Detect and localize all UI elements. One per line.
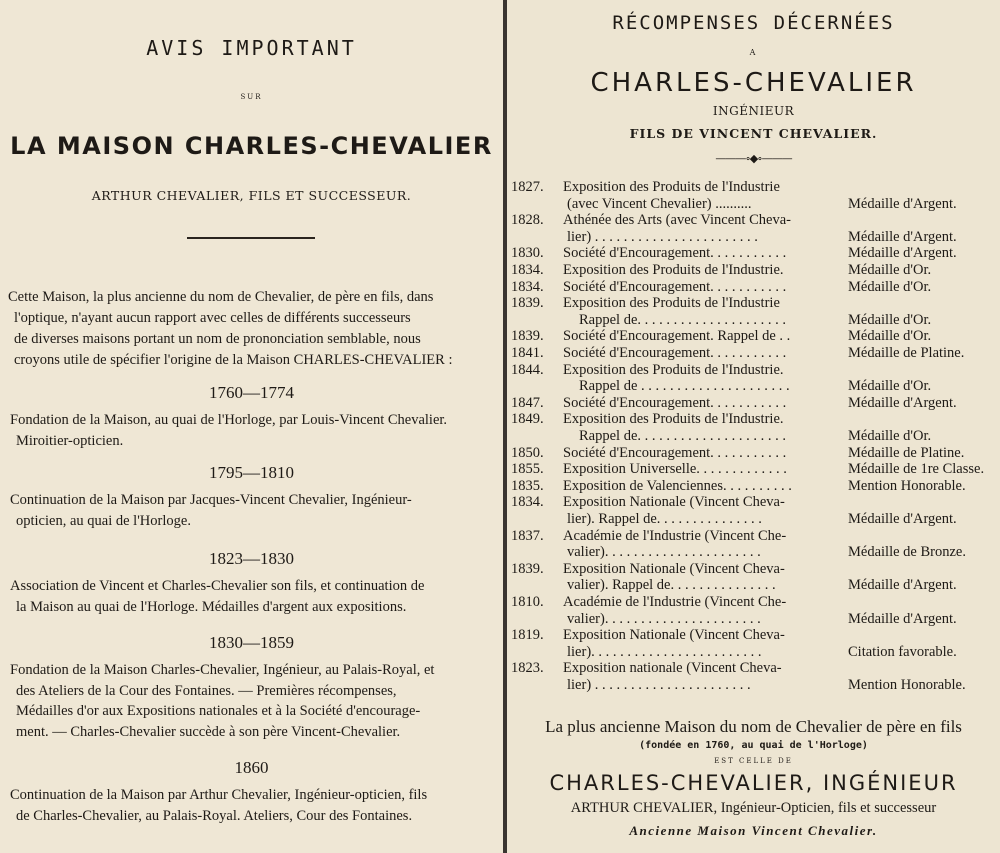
award-event: Exposition des Produits de l'Industrie. <box>563 411 784 428</box>
section-text: de Charles-Chevalier, au Palais-Royal. Ateliers, Cour des Fontaines. <box>16 807 413 824</box>
section-text: Fondation de la Maison Charles-Chevalier, Ingénieur, au Palais-Royal, et <box>10 662 435 678</box>
intro-line: Cette Maison, la plus ancienne du nom de Chevalier, de père en fils, dans <box>8 289 434 305</box>
award-event: lier). Rappel de. . . . . . . . . . . . . . . <box>567 511 762 527</box>
awards-heading: CHARLES-CHEVALIER <box>590 68 917 98</box>
award-year: 1847. <box>511 394 544 411</box>
award-year: 1850. <box>511 444 544 461</box>
intro-line: de diverses maisons portant un nom de prononciation semblable, nous <box>14 331 421 347</box>
award-event: valier). Rappel de. . . . . . . . . . . . . . . <box>567 577 776 594</box>
section-text: Association de Vincent et Charles-Chevalier son fils, et continuation de <box>10 578 425 594</box>
award-event: (avec Vincent Chevalier) .......... <box>567 195 752 212</box>
awards-title: RÉCOMPENSES DÉCERNÉES <box>612 12 895 34</box>
footer-line-1: La plus ancienne Maison du nom de Chevalier de père en fils <box>545 717 962 736</box>
award-event: Académie de l'Industrie (Vincent Che- <box>563 594 787 610</box>
award-event: Société d'Encouragement. . . . . . . . . . . <box>563 394 787 411</box>
award-year: 1855. <box>511 461 544 478</box>
award-medal: Médaille d'Argent. <box>848 610 957 627</box>
section-years: 1823—1830 <box>209 549 294 568</box>
award-event: Société d'Encouragement. Rappel de . . <box>563 328 791 345</box>
award-medal: Médaille d'Or. <box>848 278 932 295</box>
award-event: lier) . . . . . . . . . . . . . . . . . . . . . . <box>567 677 751 693</box>
sur-label: SUR <box>240 93 263 101</box>
award-year: 1839. <box>511 560 544 577</box>
award-year: 1839. <box>511 295 544 312</box>
intro-line: croyons utile de spécifier l'origine de la Maison CHARLES-CHEVALIER : <box>14 352 453 368</box>
award-medal: Médaille d'Argent. <box>848 228 957 245</box>
award-event: Exposition Nationale (Vincent Cheva- <box>563 560 785 577</box>
award-event: lier). . . . . . . . . . . . . . . . . . . . . . . . <box>567 643 762 660</box>
award-medal: Médaille d'Or. <box>848 328 932 345</box>
section-text: Fondation de la Maison, au quai de l'Horloge, par Louis-Vincent Chevalier. <box>10 412 448 428</box>
award-event: Société d'Encouragement. . . . . . . . . . . <box>563 278 787 295</box>
award-year: 1841. <box>511 345 544 361</box>
award-medal: Médaille d'Argent. <box>848 394 957 411</box>
section-text: des Ateliers de la Cour des Fontaines. — Premières récompenses, <box>16 682 397 699</box>
footer-line-2: (fondée en 1760, au quai de l'Horloge) <box>639 740 868 751</box>
award-year: 1834. <box>511 494 544 511</box>
section-years: 1795—1810 <box>209 463 294 482</box>
award-event: lier) . . . . . . . . . . . . . . . . . . . . . . . <box>567 228 758 245</box>
award-event: Rappel de. . . . . . . . . . . . . . . . . . . . . <box>579 311 787 328</box>
award-event: Société d'Encouragement. . . . . . . . . . . <box>563 245 787 262</box>
award-event: valier). . . . . . . . . . . . . . . . . . . . . . <box>567 544 761 561</box>
award-event: Rappel de . . . . . . . . . . . . . . . . . . . . . <box>579 378 790 395</box>
award-year: 1830. <box>511 245 544 262</box>
award-year: 1834. <box>511 278 544 295</box>
award-event: Exposition Universelle. . . . . . . . . . . . . <box>563 461 787 478</box>
ornament: ———∘◆∘——— <box>715 152 792 165</box>
award-medal: Médaille d'Argent. <box>848 511 957 527</box>
award-event: Athénée des Arts (avec Vincent Cheva- <box>563 212 791 229</box>
award-event: Exposition des Produits de l'Industrie <box>563 295 780 312</box>
divider <box>187 237 315 239</box>
award-year: 1823. <box>511 660 544 677</box>
award-medal: Médaille d'Argent. <box>848 195 957 212</box>
award-medal: Médaille de Platine. <box>848 345 965 361</box>
award-event: Exposition de Valenciennes. . . . . . . . . . <box>563 477 792 494</box>
award-medal: Mention Honorable. <box>848 677 966 693</box>
section-text: Continuation de la Maison par Arthur Chevalier, Ingénieur-opticien, fils <box>10 787 428 803</box>
section-text: Continuation de la Maison par Jacques-Vincent Chevalier, Ingénieur- <box>10 492 412 508</box>
section-text: Médailles d'or aux Expositions nationales et à la Société d'encourage- <box>16 703 421 719</box>
section-years: 1830—1859 <box>209 633 294 652</box>
award-year: 1844. <box>511 361 544 378</box>
a-label: A <box>749 48 758 57</box>
award-event: Exposition des Produits de l'Industrie <box>563 179 780 195</box>
section-text: ment. — Charles-Chevalier succède à son père Vincent-Chevalier. <box>16 723 401 740</box>
footer-line-5: ARTHUR CHEVALIER, Ingénieur-Opticien, fils et successeur <box>570 800 937 816</box>
section-years: 1760—1774 <box>209 383 294 402</box>
intro-line: l'optique, n'ayant aucun rapport avec celles de différents successeurs <box>14 310 411 326</box>
award-year: 1810. <box>511 594 544 610</box>
main-heading: LA MAISON CHARLES-CHEVALIER <box>10 132 493 160</box>
award-event: Exposition nationale (Vincent Cheva- <box>563 660 782 677</box>
award-medal: Mention Honorable. <box>848 477 966 494</box>
award-medal: Citation favorable. <box>848 643 957 660</box>
award-event: Société d'Encouragement. . . . . . . . . . . <box>563 345 787 361</box>
award-medal: Médaille d'Or. <box>848 428 932 444</box>
award-event: Exposition des Produits de l'Industrie. <box>563 262 784 278</box>
award-medal: Médaille d'Argent. <box>848 245 957 262</box>
page-title: AVIS IMPORTANT <box>146 36 357 60</box>
award-event: valier). . . . . . . . . . . . . . . . . . . . . . <box>567 610 761 627</box>
award-year: 1819. <box>511 627 544 644</box>
footer-line-4: CHARLES-CHEVALIER, INGÉNIEUR <box>549 771 958 795</box>
subtitle: ARTHUR CHEVALIER, FILS ET SUCCESSEUR. <box>91 188 412 203</box>
award-event: Société d'Encouragement. . . . . . . . . . . <box>563 444 787 461</box>
section-text: Miroitier-opticien. <box>16 432 124 449</box>
award-year: 1828. <box>511 212 544 229</box>
award-medal: Médaille d'Or. <box>848 378 932 395</box>
award-year: 1849. <box>511 411 544 428</box>
award-medal: Médaille d'Or. <box>848 311 932 328</box>
award-year: 1839. <box>511 328 544 345</box>
award-medal: Médaille d'Argent. <box>848 577 957 594</box>
fils-label: FILS DE VINCENT CHEVALIER. <box>629 126 878 141</box>
award-year: 1834. <box>511 262 544 278</box>
award-year: 1827. <box>511 179 544 195</box>
award-medal: Médaille d'Or. <box>848 262 932 278</box>
right-page <box>507 0 1000 853</box>
award-event: Rappel de. . . . . . . . . . . . . . . . . . . . . <box>579 428 787 444</box>
ingenieur-label: INGÉNIEUR <box>712 104 795 118</box>
award-medal: Médaille de 1re Classe. <box>848 461 985 478</box>
section-text: opticien, au quai de l'Horloge. <box>16 512 191 529</box>
award-event: Académie de l'Industrie (Vincent Che- <box>563 527 787 544</box>
award-event: Exposition Nationale (Vincent Cheva- <box>563 494 785 511</box>
footer-line-3: EST CELLE DE <box>714 757 793 765</box>
section-text: la Maison au quai de l'Horloge. Médailles d'argent aux expositions. <box>16 598 407 615</box>
award-medal: Médaille de Platine. <box>848 444 965 461</box>
award-medal: Médaille de Bronze. <box>848 544 966 561</box>
award-year: 1837. <box>511 527 544 544</box>
award-event: Exposition des Produits de l'Industrie. <box>563 361 784 378</box>
award-event: Exposition Nationale (Vincent Cheva- <box>563 627 785 644</box>
award-year: 1835. <box>511 477 544 494</box>
footer-line-6: Ancienne Maison Vincent Chevalier. <box>629 823 878 838</box>
section-years: 1860 <box>234 758 269 777</box>
